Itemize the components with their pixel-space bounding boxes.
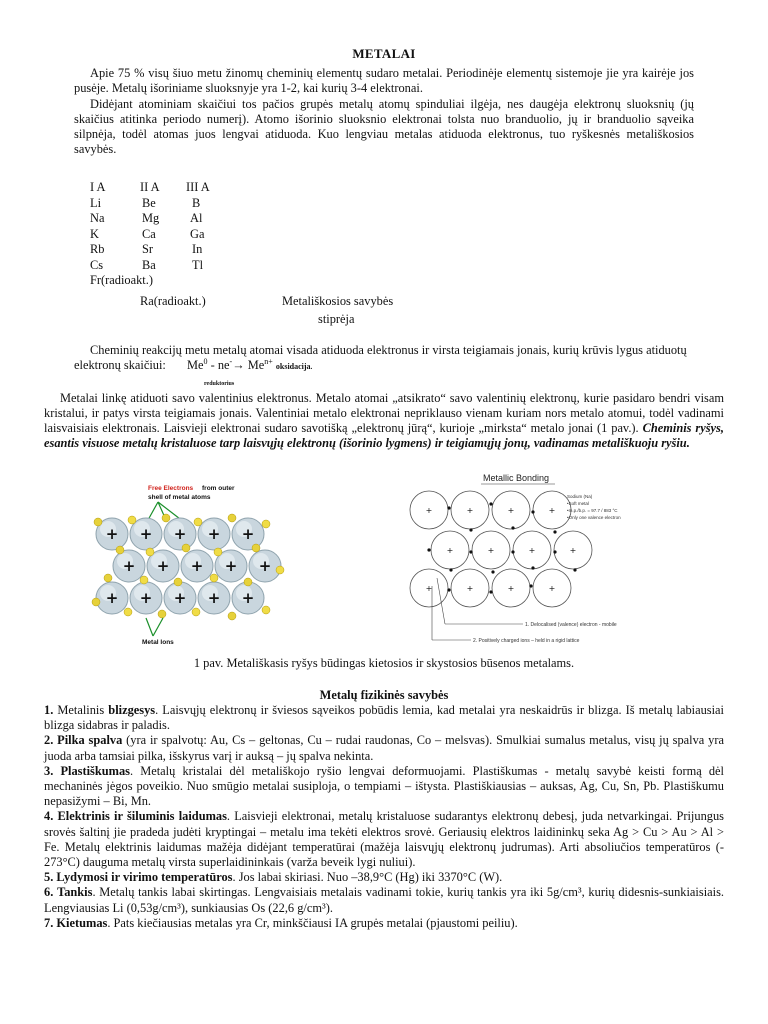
property-number: 4. bbox=[44, 809, 54, 824]
property-name: Lydymosi ir virimo temperatūros bbox=[56, 870, 233, 885]
property-number: 5. bbox=[44, 870, 54, 885]
cell: Ca bbox=[142, 226, 156, 241]
free-electron bbox=[214, 548, 222, 556]
metal-ions-label: Metal Ions bbox=[142, 639, 174, 646]
me-n: Me bbox=[247, 358, 265, 372]
property-number: 1. bbox=[44, 703, 54, 717]
plus-sign: + bbox=[122, 557, 136, 575]
metallic-note-line1: Metališkosios savybės bbox=[282, 294, 394, 308]
delocalised-electron bbox=[427, 548, 430, 551]
cell: Mg bbox=[142, 211, 160, 225]
delocalised-electron bbox=[489, 590, 492, 593]
property-number: 2. bbox=[44, 733, 54, 748]
free-electron bbox=[146, 548, 154, 556]
delocalised-electron bbox=[531, 566, 534, 569]
free-electron bbox=[92, 598, 100, 606]
plus-sign: + bbox=[156, 557, 170, 575]
delocalised-electron bbox=[529, 584, 532, 587]
figure-caption: 1 pav. Metališkasis ryšys būdingas kietosios ir skystosios būsenos metalams. bbox=[193, 656, 575, 670]
free-electron bbox=[192, 608, 200, 616]
reducer-label: reduktorius bbox=[204, 381, 235, 387]
metallic-bonding-figure bbox=[405, 468, 655, 650]
delocalised-electron bbox=[491, 570, 494, 573]
plus-sign: + bbox=[173, 525, 187, 543]
plus-sign: + bbox=[487, 546, 495, 555]
bonding-definition: Cheminis ryšys, esantis visuose metalų kristaluose tarp laisvųjų elektronų (išorinio lygmens) ir teigiamųjų jonų, vadinamas metališkuoju ryšiu. bbox=[44, 421, 724, 450]
property-name: Pilka spalva bbox=[57, 733, 123, 748]
property-text: . Pats kiečiausias metalas yra Cr, minkščiausi IA grupės metalai (pjaustomi peiliu). bbox=[107, 915, 518, 930]
plus-sign: + bbox=[425, 584, 433, 593]
property-item bbox=[44, 870, 724, 885]
property-item bbox=[44, 885, 724, 915]
property-name: Kietumas bbox=[56, 915, 108, 930]
free-electron bbox=[276, 566, 284, 574]
intro-paragraph-2: Didėjant atominiam skaičiui tos pačios grupės metalų atomų spinduliai ilgėja, nes daugėja elektronų sluoksnių (jų skaičius atitinka periodo numerį). Atomo išorinio sluoksnio elektronai tolsta nuo branduolio, jų ir branduolio sąveika silpnėja, todėl atomas juos lengvai atiduoda. Kuo lengviau metalas atiduoda elektronus, tuo ryškesnės metališkosios savybės. bbox=[74, 97, 694, 156]
plus-sign: + bbox=[190, 557, 204, 575]
cell: Tl bbox=[192, 257, 204, 272]
cell: Rb bbox=[90, 242, 105, 256]
property-number: 6. bbox=[44, 885, 54, 900]
me0: Me bbox=[186, 358, 204, 372]
delocalised-electron bbox=[449, 568, 452, 571]
property-name: Plastiškumas bbox=[60, 763, 130, 778]
electron-charge: - bbox=[229, 356, 233, 366]
oxidation-label: oksidacija bbox=[275, 362, 311, 371]
delocalised-electron bbox=[511, 550, 514, 553]
property-item bbox=[44, 764, 724, 810]
property-name: Tankis bbox=[57, 885, 93, 900]
info-line-2: •Soft metal bbox=[567, 501, 589, 506]
plus-sign: + bbox=[241, 589, 255, 607]
header-IIIA: III A bbox=[186, 180, 210, 194]
plus-sign: + bbox=[105, 525, 119, 543]
info-line-3: •m.p./b.p. = 97.7 / 883 °C bbox=[567, 508, 618, 513]
properties-heading: Metalų fizikinės savybės bbox=[319, 688, 449, 702]
properties-list bbox=[44, 703, 724, 931]
delocalised-electron bbox=[531, 510, 534, 513]
plus-sign: + bbox=[466, 584, 474, 593]
delocalised-electron bbox=[447, 588, 450, 591]
plus-sign: + bbox=[139, 525, 153, 543]
positive-ions-note: 2. Positively charged ions – held in a rigid lattice bbox=[473, 638, 580, 644]
free-electron bbox=[182, 544, 190, 552]
property-item bbox=[44, 809, 724, 870]
cell: Al bbox=[190, 211, 203, 225]
property-text: (yra ir spalvotų: Au, Cs – geltonas, Cu – rudai raudonas, Co – melsvas). Smulkiai sumalus metalus, visų jų spalva yra juoda arba tamsiai pilka, išskyrus varį ir auksą – jų spalva nekinta. bbox=[44, 733, 724, 763]
plus-sign: + bbox=[528, 546, 536, 555]
property-item bbox=[44, 703, 724, 733]
metallic-note-line2: stiprėja bbox=[318, 312, 355, 326]
delocalised-electron bbox=[447, 506, 450, 509]
property-number: 7. bbox=[44, 915, 54, 930]
plus-sign: + bbox=[207, 525, 221, 543]
free-electron bbox=[94, 518, 102, 526]
property-name: Elektrinis ir šiluminis laidumas bbox=[57, 809, 227, 824]
page-title: METALAI bbox=[352, 46, 416, 61]
cell: Li bbox=[90, 195, 102, 210]
me0-charge: 0 bbox=[203, 356, 208, 366]
property-text: . Metalų tankis labai skirtingas. Lengvaisiais metalais vadinami tokie, kurių tankis yra iki 5g/cm³, kurių didesnis-sunkiaisiais. Lengviausias Li (0,53g/cm³), sunkiausias Os (22,6 g/cm³). bbox=[44, 885, 724, 915]
cell: Fr(radioakt.) bbox=[90, 273, 153, 287]
plus-sign: + bbox=[569, 546, 577, 555]
plus-sign: + bbox=[241, 525, 255, 543]
delocalised-electron bbox=[489, 502, 492, 505]
intro-paragraph-1: Apie 75 % visų šiuo metu žinomų cheminių elementų sudaro metalai. Periodinėje elementų sistemoje jie yra kairėje jos pusėje. Metalų išoriniame sluoksnyje yra 1-2, kai kurių 3-4 elektronai. bbox=[74, 66, 694, 95]
delocalised-electron bbox=[469, 550, 472, 553]
delocalised-electron bbox=[573, 568, 576, 571]
plus-sign: + bbox=[425, 506, 433, 515]
reaction-equation: $Me^0 - ne^-\to Me^{n+}$ oksidacija. bbox=[186, 356, 313, 372]
free-electron bbox=[228, 612, 236, 620]
cell: Na bbox=[90, 211, 105, 225]
cell: Sr bbox=[142, 242, 154, 256]
plus-sign: + bbox=[446, 546, 454, 555]
header-IIA: II A bbox=[140, 180, 160, 194]
cell: Ga bbox=[190, 226, 205, 241]
info-line-4: •Only one valence electron bbox=[567, 515, 621, 520]
me-n-charge: n+ bbox=[264, 356, 273, 366]
plus-sign: + bbox=[507, 584, 515, 593]
property-item bbox=[44, 733, 724, 763]
header-IA: I A bbox=[90, 180, 106, 194]
free-electron bbox=[252, 544, 260, 552]
plus-sign: + bbox=[224, 557, 238, 575]
plus-sign: + bbox=[548, 506, 556, 515]
free-electron bbox=[140, 576, 148, 584]
plus-sign: + bbox=[139, 589, 153, 607]
free-electron bbox=[210, 574, 218, 582]
free-electron bbox=[174, 578, 182, 586]
arrow-icon: → bbox=[232, 358, 245, 372]
property-text: . Jos labai skiriasi. Nuo –38,9°C (Hg) iki 3370°C (W). bbox=[232, 870, 503, 885]
free-electron bbox=[262, 606, 270, 614]
delocalised-electron bbox=[469, 528, 472, 531]
free-electron bbox=[116, 546, 124, 554]
plus-sign: + bbox=[507, 506, 515, 515]
property-text: . Laisvieji elektronai, metalų kristaluose sudarantys elektronų debesį, juda netvarkingai. Prijungus srovės šaltinį jie pradeda judėti kryptingai – metalu ima tekėti elektros srovė. Geriausių elektros laidininkų seka Ag > Cu > Au > Al > Fe. Metalų elektrinis laidumas mažėja didėjant temperatūrai (mažėja laisvųjų elektronų judrumas). Arti absoliučios temperatūros (- 273°C) dauguma metalų virsta superlaidininkais (varža beveik lygi nuliui). bbox=[44, 809, 724, 870]
cell: Ba bbox=[142, 257, 156, 272]
delocalised-electron-note: 1. Delocalised (valence) electron - mobile bbox=[525, 622, 617, 628]
plus-sign: + bbox=[105, 589, 119, 607]
free-electron bbox=[262, 520, 270, 528]
free-electron bbox=[124, 608, 132, 616]
ion-lattice-right bbox=[410, 491, 592, 607]
free-electron bbox=[244, 578, 252, 586]
plus-sign: + bbox=[173, 589, 187, 607]
plus-sign: + bbox=[207, 589, 221, 607]
free-electrons-figure bbox=[88, 478, 293, 648]
plus-sign: + bbox=[548, 584, 556, 593]
minus-ne: - ne bbox=[207, 358, 230, 372]
bonding-text: Metalai linkę atiduoti savo valentinius elektronus. Metalo atomai „atsikrato“ savo valentinių elektronų, kurie pasidaro bendri visam kristalui, ir patys virsta teigiamais jonais. Valentiniai metalo elektronai nepriklauso vienam kuriam nors metalo atomui, todėl vadinami laisvaisiais elektronais. Laisvieji elektronai sudaro savotišką „elektronų jūrą“, kurioje „mirksta“ metalo jonai (1 pav.). bbox=[44, 391, 724, 435]
ion-lattice bbox=[92, 514, 284, 620]
free-electron bbox=[228, 514, 236, 522]
metallic-bonding-title: Metallic Bonding bbox=[483, 473, 550, 483]
ra-note: Ra(radioakt.) bbox=[140, 294, 206, 308]
free-electron bbox=[104, 574, 112, 582]
free-electron bbox=[162, 514, 170, 522]
cell: In bbox=[192, 242, 203, 256]
free-electron bbox=[158, 610, 166, 618]
property-number: 3. bbox=[44, 763, 54, 778]
property-item bbox=[44, 916, 724, 931]
reaction-paragraph bbox=[74, 343, 694, 375]
property-text: . Metalų kristalai dėl metališkojo ryšio lengvai deformuojami. Plastiškumas - metalų savybė keisti formą dėl mechaninės jėgos poveikio. Nuo smūgio metalai susiploja, o tempiami – ištysta. Plastiškiausias – auksas, Ag, Cu, Sn, Pb. Plastiškumu nepasižymi – Bi, Mn. bbox=[44, 763, 724, 809]
free-electron bbox=[194, 518, 202, 526]
cell: Be bbox=[142, 195, 156, 210]
bonding-paragraph bbox=[44, 391, 724, 451]
free-electron bbox=[128, 516, 136, 524]
free-electrons-label: Free Electrons bbox=[148, 485, 194, 492]
cell: Cs bbox=[90, 257, 104, 272]
plus-sign: + bbox=[258, 557, 272, 575]
delocalised-electron bbox=[511, 526, 514, 529]
delocalised-electron bbox=[553, 550, 556, 553]
cell: B bbox=[192, 195, 201, 210]
info-line-1: Sodium (Na) bbox=[567, 494, 593, 499]
cell: K bbox=[90, 226, 99, 241]
delocalised-electron bbox=[553, 530, 556, 533]
outer-shell-label-1: from outer bbox=[202, 485, 235, 492]
property-name-plain: Metalinis bbox=[57, 703, 105, 717]
property-text: . Laisvųjų elektronų ir šviesos sąveikos pobūdis lemia, kad metalai yra neskaidrūs ir blizga. Iš metalų labiausiai blizga sidabras ir paladis. bbox=[44, 703, 724, 733]
plus-sign: + bbox=[466, 506, 474, 515]
property-name: blizgesys bbox=[108, 703, 156, 717]
reaction-text: Cheminių reakcijų metu metalų atomai visada atiduoda elektronus ir virsta teigiamais jonais, kurių krūvis lygus atiduotų elektronų skaičiui: bbox=[74, 343, 687, 372]
outer-shell-label-2: shell of metal atoms bbox=[148, 494, 211, 501]
